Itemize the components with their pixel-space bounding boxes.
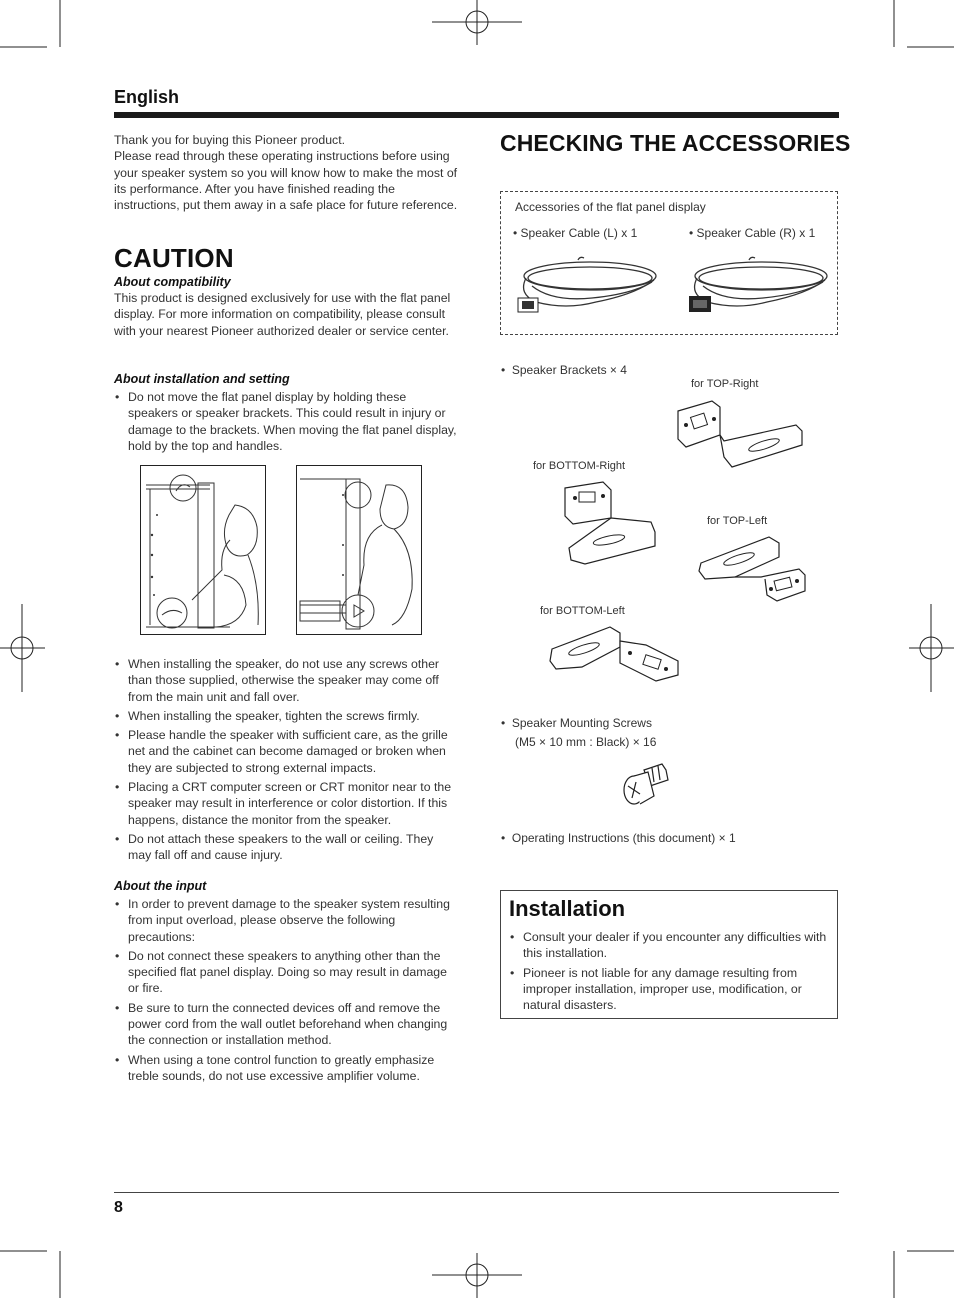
install-list-2 [114,656,459,867]
install-list-1 [114,389,459,457]
language-label: English [114,87,180,107]
screws-text-1: Speaker Mounting Screws [511,716,652,730]
list-item: • When using a tone control function to greatly emphasize treble sounds, do not use excessive amplifier volume. [114,1052,459,1085]
list-item: • In order to prevent damage to the speaker system resulting from input overload, please observe the following precautions: [114,896,459,945]
installation-list [509,929,827,1016]
bracket-top-right-image [670,395,810,475]
accessories-heading: CHECKING THE ACCESSORIES [500,130,851,156]
bracket-bottom-left-image [548,623,682,685]
bracket-bottom-right-image [555,478,665,570]
list-item: • Pioneer is not liable for any damage resulting from improper installation, improper use, modification, or natural disasters. [509,965,827,1014]
brackets-label: • Speaker Brackets × 4 [501,363,627,377]
speaker-cable-right-image [683,254,833,324]
install-heading: About installation and setting [114,372,290,386]
screws-label: • Speaker Mounting Screws (M5 × 10 mm : Black) × 16 [501,716,657,749]
list-item: • Do not move the flat panel display by holding these speakers or speaker brackets. This could result in injury or damage to the brackets. When moving the flat panel display, hold by the top and handles. [114,389,459,454]
list-item: • Do not attach these speakers to the wall or ceiling. They may fall off and cause injury. [114,831,459,864]
list-item: • Placing a CRT computer screen or CRT monitor near to the speaker may result in interference or color distortion. If this happens, distance the monitor from the speaker. [114,779,459,828]
cable-left-text: Speaker Cable (L) x 1 [520,226,638,240]
top-left-label: for TOP-Left [707,515,768,527]
list-item: • Do not connect these speakers to anything other than the specified flat panel display. Doing so may result in damage or fire. [114,948,459,997]
manual-label: • Operating Instructions (this document) × 1 [501,831,736,845]
list-item: • Please handle the speaker with sufficient care, as the grille net and the cabinet can become damaged or broken when they are subjected to strong external impacts. [114,727,459,776]
manual-text: Operating Instructions (this document) × 1 [511,831,736,845]
list-item: • Be sure to turn the connected devices off and remove the power cord from the wall outlet beforehand when changing the connection or installation method. [114,1000,459,1049]
footer-rule [114,1192,839,1193]
input-list [114,896,459,1087]
compat-heading: About compatibility [114,275,231,289]
page-number: 8 [114,1199,123,1216]
intro-text: Thank you for buying this Pioneer product. Please read through these operating instructions before using your speaker system so you will know how to make the most of its performance. After you have finished reading the instructions, put them away in a safe place for future reference. [114,133,458,213]
screw-image [618,760,672,808]
screws-text-2: (M5 × 10 mm : Black) × 16 [515,735,657,749]
handling-illustration-left [140,465,266,635]
input-heading: About the input [114,879,207,893]
installation-heading: Installation [509,896,626,921]
brackets-text: Speaker Brackets × 4 [511,363,627,377]
cable-right-text: Speaker Cable (R) x 1 [696,226,816,240]
top-right-label: for TOP-Right [691,378,759,390]
compat-text: This product is designed exclusively for use with the flat panel display. For more information on compatibility, please consult with your nearest Pioneer authorized dealer or service center. [114,291,451,338]
bottom-right-label: for BOTTOM-Right [533,460,626,472]
bracket-top-left-image [695,533,813,605]
caution-heading: CAUTION [114,243,234,273]
header-bar [114,112,839,118]
list-item: • When installing the speaker, tighten the screws firmly. [114,708,459,724]
list-item: • When installing the speaker, do not use any screws other than those supplied, otherwise the speaker may come off from the main unit and fall over. [114,656,459,705]
speaker-cable-left-image [512,254,662,324]
bottom-left-label: for BOTTOM-Left [540,605,625,617]
accessories-box-caption: Accessories of the flat panel display [515,200,706,214]
list-item: • Consult your dealer if you encounter any difficulties with this installation. [509,929,827,962]
cable-right-label: • Speaker Cable (R) x 1 [689,226,816,240]
handling-illustration-right [296,465,422,635]
cable-left-label: • Speaker Cable (L) x 1 [513,226,638,240]
